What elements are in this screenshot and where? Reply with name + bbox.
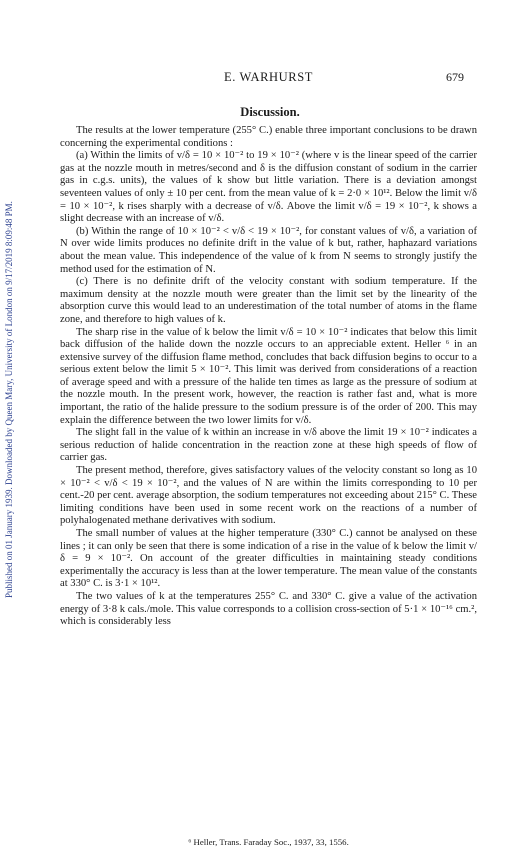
- paragraph-point-b: (b) Within the range of 10 × 10⁻² < v/δ < 19 × 10⁻², for constant values of v/δ, a variation of N over wide limits produces no definite drift in the value of k but, rather, haphazard variations about the mean value. This independence of the value of k from N seems to strongly justify the method used for the estimation of N.: [60, 225, 477, 275]
- author-name: E. WARHURST: [224, 70, 314, 84]
- page-number: 679: [446, 70, 464, 84]
- paragraph-slight-fall: The slight fall in the value of k within an increase in v/δ above the limit 19 × 10⁻² indicates a serious reduction of halide concentration in the reaction zone at these high speeds of flow of carrier gas.: [60, 427, 477, 464]
- paragraph-intro: The results at the lower temperature (255° C.) enable three important conclusions to be drawn concerning the experimental conditions :: [60, 125, 477, 149]
- download-watermark: Published on 01 January 1939. Downloaded by Queen Mary, University of London on 9/17/2019 8:09:48 PM.: [4, 201, 14, 599]
- paragraph-point-c: (c) There is no definite drift of the velocity constant with sodium temperature. If the maximum density at the nozzle mouth were greater than the limit set by the linearity of the absorption curve this would lead to an underestimation of the total number of atoms in the flame zone, and therefore to high values of k.: [60, 276, 477, 325]
- running-head: [0, 70, 528, 84]
- paragraph-method-summary: The present method, therefore, gives satisfactory values of the velocity constant so long as 10 × 10⁻² < v/δ < 19 × 10⁻², and the values of N are within the limits corresponding to 10 per cent.-20 per cent. average absorption, the sodium temperatures not exceeding about 215° C. These limiting conditions have been used in some recent work on the reactions of a number of polyhalogenated methane derivatives with sodium.: [60, 465, 477, 527]
- section-heading: Discussion.: [240, 105, 300, 119]
- footnote: ⁶ Heller, Trans. Faraday Soc., 1937, 33, 1556.: [188, 837, 349, 847]
- paragraph-activation-energy: The two values of k at the temperatures 255° C. and 330° C. give a value of the activation energy of 3·8 k cals./mole. This value corresponds to a collision cross-section of 5·1 × 10⁻¹⁶ cm.², which is considerably less: [60, 590, 477, 628]
- paragraph-point-a: (a) Within the limits of v/δ = 10 × 10⁻² to 19 × 10⁻² (where v is the linear speed of the carrier gas at the nozzle mouth in metres/second and δ is the diffusion constant of sodium in the carrier gas in c.g.s. units), the values of k show but little variation. There is a deviation amongst seventeen values of only ± 10 per cent. from the mean value of k = 2·0 × 10¹². Below the limit v/δ = 10 × 10⁻², k rises sharply with a decrease of v/δ. Above the limit v/δ = 19 × 10⁻², k shows a slight decrease with an increase of v/δ.: [60, 150, 477, 225]
- body-text: [60, 125, 477, 629]
- paragraph-back-diffusion: The sharp rise in the value of k below the limit v/δ = 10 × 10⁻² indicates that below this limit back diffusion of the halide down the nozzle occurs to an appreciable extent. Heller ⁶ in an extensive survey of the diffusion flame method, concludes that back diffusion begins to occur to a serious extent below the limit 5 × 10⁻². This limit was derived from considerations of a reaction of average speed and with a pressure of the halide ten times as large as the pressure of sodium at the nozzle mouth. In the present work, however, the reaction is rather fast and, what is more important, the ratio of the halide pressure to the sodium pressure is of the order of 200. This may explain the difference between the two lower limits for v/δ.: [60, 326, 477, 426]
- paragraph-higher-temperature: The small number of values at the higher temperature (330° C.) cannot be analysed on these lines ; it can only be seen that there is some indication of a rise in the value of k below the limit v/δ = 9 × 10⁻². On account of the greater difficulties in maintaining steady conditions experimentally the accuracy is less than at the lower temperature. The mean value of the constants at 330° C. is 3·1 × 10¹².: [60, 528, 477, 590]
